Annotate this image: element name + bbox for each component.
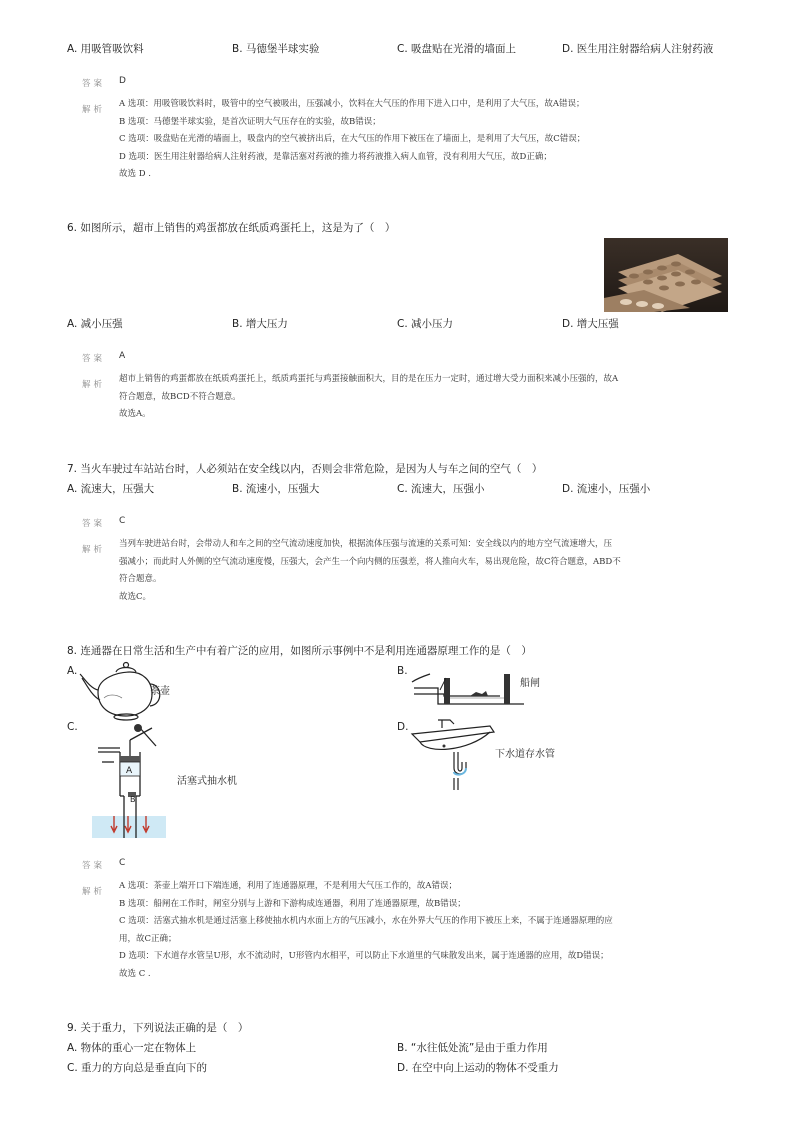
- q7-answer-label: 答案: [82, 519, 106, 529]
- pump-mark-a: A: [126, 766, 133, 776]
- q9-option-c: C. 重力的方向总是垂直向下的: [67, 1062, 208, 1074]
- q5-option-a: A. 用吸管吸饮料: [67, 43, 144, 55]
- q6-solution-line: 超市上销售的鸡蛋都放在纸质鸡蛋托上，纸质鸡蛋托与鸡蛋接触面积大，目的是在压力一定时，通过增大受力面积来减小压强的，故A: [119, 374, 619, 384]
- q9-option-d: D. 在空中向上运动的物体不受重力: [397, 1062, 559, 1074]
- q6-option-b: B. 增大压力: [232, 318, 288, 330]
- q6-solution-label: 解析: [82, 380, 106, 390]
- q9-option-b: B. “水往低处流”是由于重力作用: [397, 1042, 548, 1054]
- drain-trap-figure: [408, 712, 500, 792]
- q8-solution-line: B 选项：船闸在工作时，闸室分别与上游和下游构成连通器，利用了连通器原理，故B错误；: [119, 898, 466, 909]
- q5-solution-line: C 选项：吸盘贴在光滑的墙面上，吸盘内的空气被挤出后，在大气压的作用下被压在了墙面上，是利用了大气压，故C错误；: [119, 134, 586, 144]
- q5-answer-label: 答案: [82, 79, 106, 89]
- q5-solution-line: B 选项：马德堡半球实验，是首次证明大气压存在的实验，故B错误；: [119, 116, 381, 127]
- q8-figure-b-label: B.: [397, 665, 408, 677]
- q6-solution-line: 故选A。: [119, 409, 151, 419]
- q6-option-c: C. 减小压力: [397, 318, 454, 330]
- q6-solution-line: 符合题意，故BCD不符合题意。: [119, 391, 241, 402]
- q7-option-a: A. 流速大，压强大: [67, 483, 155, 495]
- q9-question: 9. 关于重力，下列说法正确的是（ ）: [67, 1022, 249, 1034]
- q5-solution-line: D 选项：医生用注射器给病人注射药液，是靠活塞对药液的推力将药液推入病人血管，没有利用大气压，故D正确；: [119, 151, 552, 162]
- q5-solution: [119, 96, 585, 184]
- q8-solution-line: A 选项：茶壶上端开口下端连通，利用了连通器原理，不是利用大气压工作的，故A错误；: [119, 881, 457, 891]
- ship-lock-figure: [410, 664, 530, 706]
- q5-option-c: C. 吸盘贴在光滑的墙面上: [397, 43, 517, 55]
- q6-answer-label: 答案: [82, 354, 106, 364]
- q8-figure-d-label: D.: [397, 721, 409, 733]
- q8-answer-label: 答案: [82, 861, 106, 871]
- q7-answer: C: [119, 516, 126, 526]
- q6-solution: [119, 371, 618, 424]
- q8-solution-line: D 选项：下水道存水管呈U形，水不流动时，U形管内水相平，可以防止下水道里的气味散发出来，属于连通器的应用，故D错误；: [119, 951, 609, 961]
- q6-option-a: A. 减小压强: [67, 318, 123, 330]
- q7-question: 7. 当火车驶过车站站台时，人必须站在安全线以内，否则会非常危险，是因为人与车之间的空气（ ）: [67, 463, 543, 475]
- q6-answer: A: [119, 351, 126, 361]
- teapot-caption: 茶壶: [150, 686, 170, 697]
- q8-question: 8. 连通器在日常生活和生产中有着广泛的应用，如图所示事例中不是利用连通器原理工作的是（ ）: [67, 645, 532, 657]
- q8-figure-c-label: C.: [67, 721, 78, 733]
- q8-solution-line: 故选 C .: [119, 968, 151, 979]
- q8-answer: C: [119, 858, 126, 868]
- q8-solution-label: 解析: [82, 887, 106, 897]
- q9-option-a: A. 物体的重心一定在物体上: [67, 1042, 197, 1054]
- q5-solution-label: 解析: [82, 105, 106, 115]
- q6-question: 6. 如图所示，超市上销售的鸡蛋都放在纸质鸡蛋托上，这是为了（ ）: [67, 222, 396, 234]
- q7-solution: [119, 536, 621, 606]
- q8-figure-a-label: A.: [67, 665, 78, 677]
- q7-solution-line: 强减小；而此时人外侧的空气流动速度慢，压强大，会产生一个向内侧的压强差，将人推向火车，易出现危险，故C符合题意，ABD不: [119, 556, 621, 567]
- q7-solution-line: 故选C。: [119, 591, 152, 602]
- q6-option-d: D. 增大压强: [562, 318, 619, 330]
- q7-option-b: B. 流速小，压强大: [232, 483, 320, 495]
- q5-option-b: B. 马德堡半球实验: [232, 43, 320, 55]
- q8-solution: [119, 878, 613, 983]
- pump-mark-b: B: [130, 795, 136, 804]
- q5-solution-line: A 选项：用吸管吸饮料时，吸管中的空气被吸出，压强减小，饮料在大气压的作用下进入口中，是利用了大气压，故A错误；: [119, 99, 585, 109]
- q7-option-d: D. 流速小，压强小: [562, 483, 651, 495]
- q7-solution-label: 解析: [82, 545, 106, 555]
- drain-trap-caption: 下水道存水管: [495, 749, 555, 760]
- piston-pump-figure: [90, 720, 170, 844]
- q7-option-c: C. 流速大，压强小: [397, 483, 485, 495]
- q7-solution-line: 当列车驶进站台时，会带动人和车之间的空气流动速度加快，根据流体压强与流速的关系可知：安全线以内的地方空气流速增大，压: [119, 539, 613, 549]
- egg-tray-photo: [604, 238, 728, 312]
- q5-option-d: D. 医生用注射器给病人注射药液: [562, 43, 714, 55]
- q7-solution-line: 符合题意。: [119, 574, 162, 584]
- piston-pump-caption: 活塞式抽水机: [177, 776, 237, 787]
- ship-lock-caption: 船闸: [520, 678, 540, 689]
- q5-solution-line: 故选 D .: [119, 169, 151, 179]
- q8-solution-line: 用，故C正确；: [119, 933, 177, 944]
- q8-solution-line: C 选项：活塞式抽水机是通过活塞上移使抽水机内水面上方的气压减小，水在外界大气压的作用下被压上来，不属于连通器原理的应: [119, 916, 613, 926]
- q5-answer: D: [119, 76, 126, 86]
